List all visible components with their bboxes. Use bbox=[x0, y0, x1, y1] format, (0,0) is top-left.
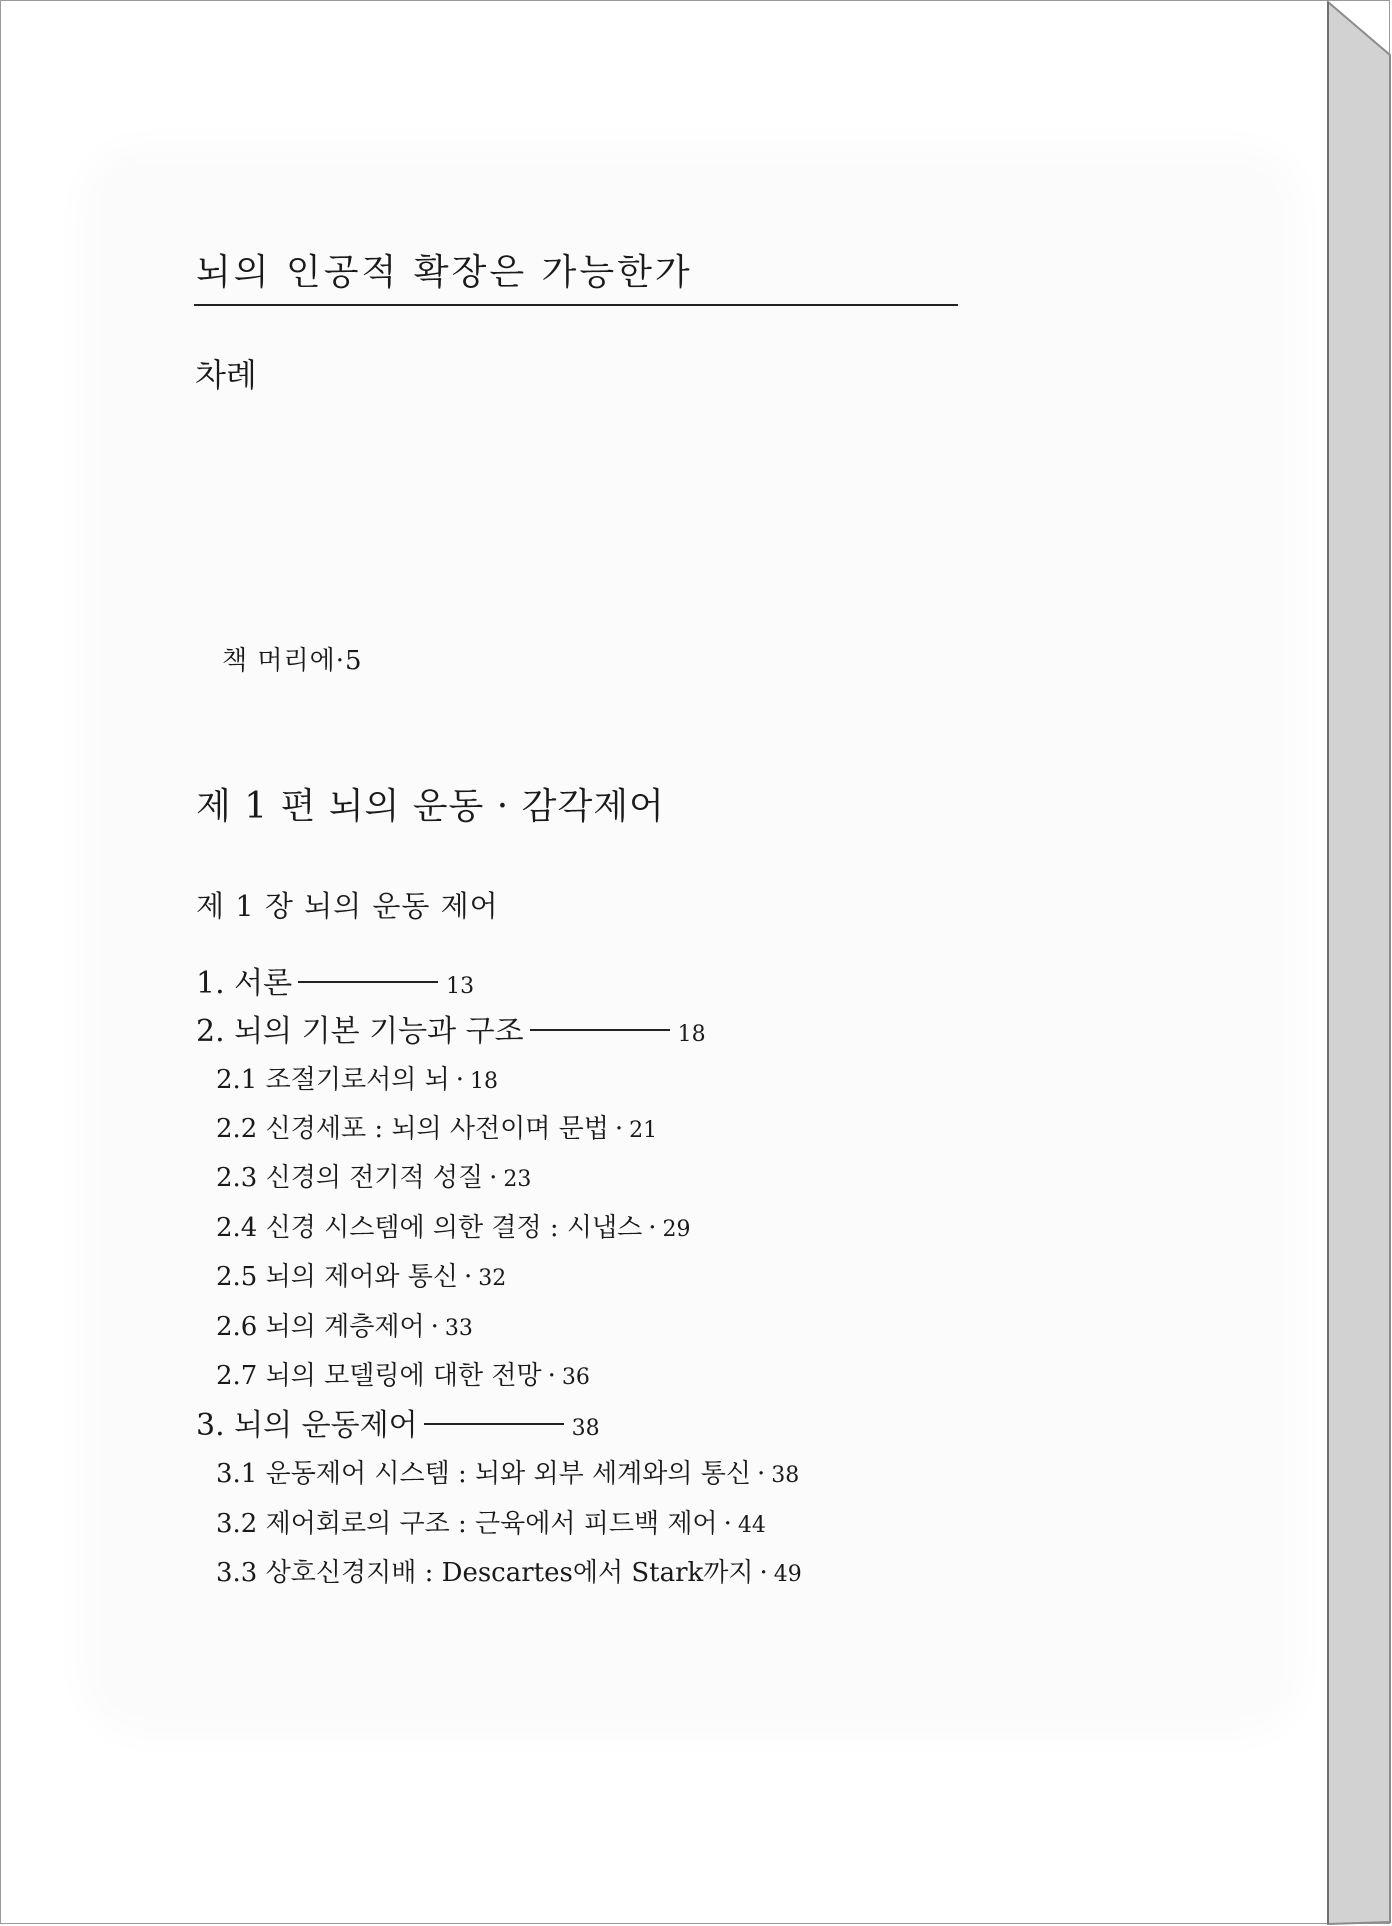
separator-dot: · bbox=[430, 1312, 439, 1342]
toc-entry-2-7[interactable] bbox=[216, 1355, 590, 1392]
separator-dot: · bbox=[463, 1262, 473, 1292]
toc-entry-label: 2.6 뇌의 계층제어 bbox=[216, 1312, 425, 1342]
toc-entry-label: 2.4 신경 시스템에 의한 결정 : 시냅스 bbox=[216, 1213, 643, 1243]
preface-label: 책 머리에 bbox=[222, 646, 336, 676]
toc-entry-label: 2.7 뇌의 모델링에 대한 전망 bbox=[216, 1361, 542, 1391]
part-heading: 제 1 편 뇌의 운동 · 감각제어 bbox=[196, 786, 665, 827]
separator-dot: · bbox=[335, 646, 345, 676]
chapter-heading: 제 1 장 뇌의 운동 제어 bbox=[196, 889, 499, 923]
toc-entry-page: 49 bbox=[773, 1562, 802, 1587]
toc-entry-label: 3.1 운동제어 시스템 : 뇌와 외부 세계와의 통신 bbox=[216, 1459, 751, 1489]
book-title: 뇌의 인공적 확장은 가능한가 bbox=[196, 252, 693, 293]
toc-entry-page: 38 bbox=[571, 1416, 600, 1441]
toc-entry-page: 13 bbox=[446, 974, 475, 999]
toc-entry-1[interactable] bbox=[196, 958, 474, 1002]
toc-entry-2-5[interactable] bbox=[216, 1256, 506, 1293]
toc-entry-2-3[interactable] bbox=[216, 1157, 531, 1194]
toc-entry-page: 18 bbox=[469, 1069, 498, 1094]
leader-dash bbox=[298, 981, 438, 983]
toc-entry-label: 3. 뇌의 운동제어 bbox=[196, 1408, 418, 1443]
toc-entry-label: 3.3 상호신경지배 : Descartes에서 Stark까지 bbox=[216, 1558, 754, 1588]
toc-entry-page: 21 bbox=[629, 1118, 658, 1143]
toc-entry-page: 33 bbox=[444, 1316, 473, 1341]
separator-dot: · bbox=[759, 1558, 768, 1588]
leader-dash bbox=[424, 1423, 564, 1425]
toc-heading: 차례 bbox=[195, 356, 257, 394]
separator-dot: · bbox=[489, 1163, 498, 1193]
toc-entry-page: 23 bbox=[503, 1167, 532, 1192]
toc-entry-label: 2. 뇌의 기본 기능과 구조 bbox=[196, 1014, 524, 1049]
separator-dot: · bbox=[455, 1065, 464, 1095]
toc-entry-3[interactable] bbox=[196, 1400, 600, 1444]
toc-entry-3-1[interactable] bbox=[216, 1453, 799, 1490]
toc-entry-page: 36 bbox=[561, 1365, 590, 1390]
preface-entry[interactable] bbox=[222, 640, 363, 677]
toc-entry-page: 29 bbox=[662, 1217, 691, 1242]
toc-entry-label: 2.2 신경세포 : 뇌의 사전이며 문법 bbox=[216, 1114, 609, 1144]
toc-entry-2-1[interactable] bbox=[216, 1059, 498, 1096]
toc-entry-label: 1. 서론 bbox=[196, 966, 293, 1001]
leader-dash bbox=[530, 1029, 670, 1031]
toc-entry-2-4[interactable] bbox=[216, 1207, 690, 1244]
toc-entry-page: 38 bbox=[771, 1463, 800, 1488]
toc-entry-label: 3.2 제어회로의 구조 : 근육에서 피드백 제어 bbox=[216, 1509, 718, 1539]
toc-entry-label: 2.1 조절기로서의 뇌 bbox=[216, 1065, 450, 1095]
separator-dot: · bbox=[648, 1213, 657, 1243]
preface-page: 5 bbox=[345, 646, 363, 676]
separator-dot: · bbox=[614, 1114, 624, 1144]
toc-entry-2-6[interactable] bbox=[216, 1306, 473, 1343]
toc-entry-3-2[interactable] bbox=[216, 1503, 766, 1540]
toc-entry-label: 2.5 뇌의 제어와 통신 bbox=[216, 1262, 458, 1292]
toc-entry-page: 32 bbox=[478, 1266, 507, 1291]
toc-entry-2-2[interactable] bbox=[216, 1108, 657, 1145]
title-rule bbox=[194, 304, 958, 306]
toc-entry-3-3[interactable] bbox=[216, 1552, 802, 1589]
separator-dot: · bbox=[723, 1509, 732, 1539]
toc-entry-page: 44 bbox=[737, 1513, 766, 1538]
separator-dot: · bbox=[756, 1459, 766, 1489]
toc-entry-page: 18 bbox=[677, 1022, 706, 1047]
separator-dot: · bbox=[547, 1361, 556, 1391]
toc-entry-2[interactable] bbox=[196, 1006, 706, 1050]
toc-entry-label: 2.3 신경의 전기적 성질 bbox=[216, 1163, 484, 1193]
